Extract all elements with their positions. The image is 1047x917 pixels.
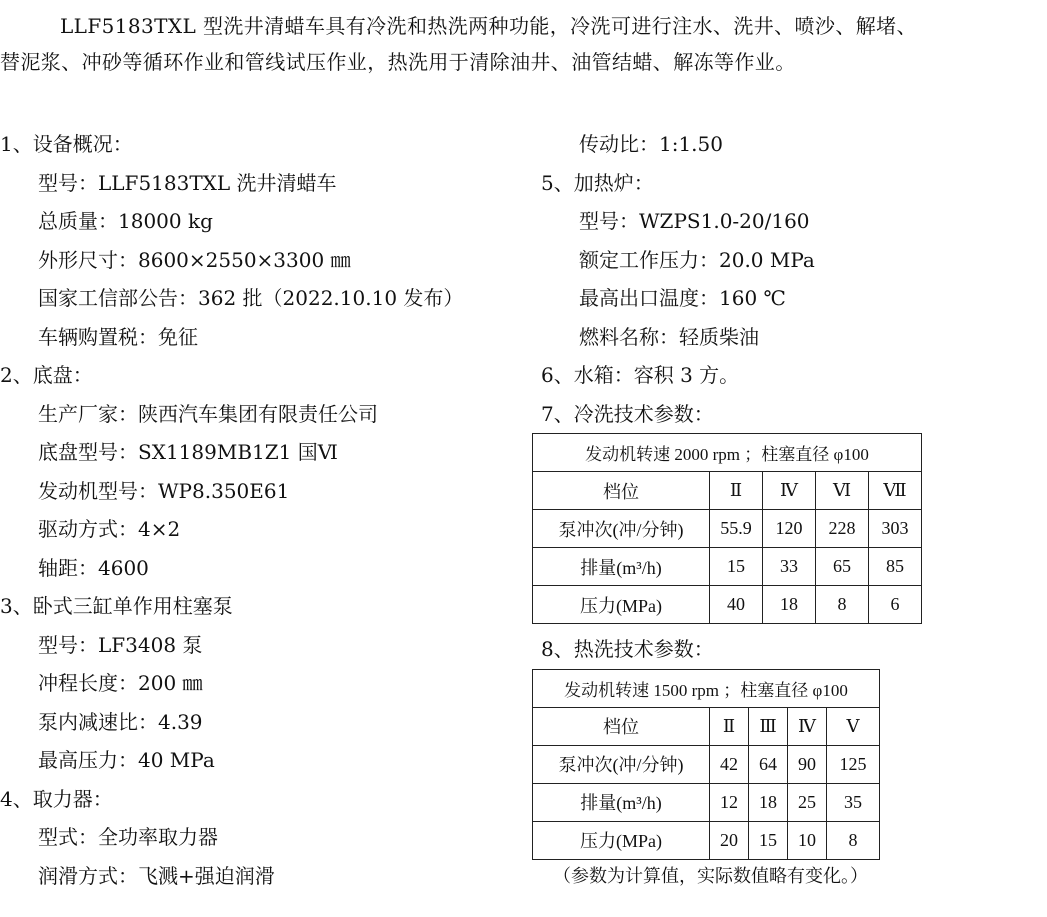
table-cell: 10	[788, 821, 827, 859]
table-cell: 档位	[533, 707, 710, 745]
table-row	[533, 745, 880, 783]
table-cell: Ⅴ	[827, 707, 880, 745]
spec-transmission-ratio: 传动比：1:1.50	[579, 132, 723, 156]
table-cell: 排量(m³/h)	[533, 783, 710, 821]
spec-chassis-model: 底盘型号：SX1189MB1Z1 国Ⅵ	[38, 440, 338, 464]
table-cell: Ⅶ	[869, 472, 922, 510]
table-cell: 20	[710, 821, 749, 859]
spec-manufacturer: 生产厂家：陕西汽车集团有限责任公司	[38, 401, 378, 426]
section-heading-hot-wash: 8、热洗技术参数：	[541, 637, 714, 661]
table-row	[533, 783, 880, 821]
table-cell: 泵冲次(冲/分钟)	[533, 510, 710, 548]
section-heading-cold-wash: 7、冷洗技术参数：	[541, 401, 714, 426]
table-cell: 228	[816, 510, 869, 548]
table-cell: 65	[816, 548, 869, 586]
table-cell: 85	[869, 548, 922, 586]
table-cell: 64	[749, 745, 788, 783]
table-cell: 档位	[533, 472, 710, 510]
table-cell: 15	[710, 548, 763, 586]
table-cell: Ⅱ	[710, 472, 763, 510]
table-cell: Ⅳ	[763, 472, 816, 510]
table-cell: 泵冲次(冲/分钟)	[533, 745, 710, 783]
table-cell: 8	[827, 821, 880, 859]
table-cell: 12	[710, 783, 749, 821]
spec-pto-type: 型式：全功率取力器	[38, 825, 218, 849]
table-cell: 排量(m³/h)	[533, 548, 710, 586]
table-cell: Ⅳ	[788, 707, 827, 745]
spec-max-outlet-temp: 最高出口温度：160 ℃	[579, 286, 786, 310]
footnote: （参数为计算值，实际数值略有变化。）	[553, 865, 868, 887]
table-cell: 55.9	[710, 510, 763, 548]
table-cell: Ⅱ	[710, 707, 749, 745]
intro-paragraph	[0, 8, 1047, 80]
spec-engine-model: 发动机型号：WP8.350E61	[38, 478, 290, 503]
table-cell: 18	[749, 783, 788, 821]
table-cell: Ⅲ	[749, 707, 788, 745]
table-row	[533, 548, 922, 586]
spec-wheelbase: 轴距：4600	[38, 555, 149, 580]
table-cell: 125	[827, 745, 880, 783]
spec-lubrication: 润滑方式：飞溅+强迫润滑	[38, 863, 275, 888]
table-cell: 33	[763, 548, 816, 586]
table-row	[533, 707, 880, 745]
cold-table-title: 发动机转速 2000 rpm ；柱塞直径 φ100	[533, 434, 922, 472]
spec-pump-model: 型号：LF3408 泵	[38, 632, 203, 657]
spec-fuel: 燃料名称：轻质柴油	[579, 324, 759, 349]
table-row	[533, 434, 922, 472]
section-heading-equipment: 1、设备概况：	[0, 132, 133, 156]
table-row	[533, 821, 880, 859]
intro-line-2: 替泥浆、冲砂等循环作业和管线试压作业，热洗用于清除油井、油管结蜡、解冻等作业。	[0, 50, 796, 74]
table-row	[533, 472, 922, 510]
spec-heater-model: 型号：WZPS1.0-20/160	[579, 209, 810, 233]
table-row	[533, 669, 880, 707]
spec-max-pressure: 最高压力：40 MPa	[38, 748, 215, 772]
spec-reduction-ratio: 泵内减速比：4.39	[38, 709, 203, 734]
spec-dimensions: 外形尺寸：8600×2550×3300 ㎜	[38, 247, 351, 272]
intro-line-1: LLF5183TXL 型洗井清蜡车具有冷洗和热洗两种功能，冷洗可进行注水、洗井、喷沙、解堵、	[60, 14, 917, 38]
section-heading-heater: 5、加热炉：	[541, 170, 654, 195]
hot-table-title: 发动机转速 1500 rpm ；柱塞直径 φ100	[533, 669, 880, 707]
hot-wash-table	[532, 669, 880, 860]
table-cell: 压力(MPa)	[533, 821, 710, 859]
spec-purchase-tax: 车辆购置税：免征	[38, 324, 198, 349]
section-heading-pump: 3、卧式三缸单作用柱塞泵	[0, 594, 233, 618]
table-cell: 40	[710, 586, 763, 624]
table-cell: 6	[869, 586, 922, 624]
spec-stroke: 冲程长度：200 ㎜	[38, 671, 203, 695]
table-cell: 18	[763, 586, 816, 624]
spec-rated-pressure: 额定工作压力：20.0 MPa	[579, 247, 815, 272]
table-cell: 303	[869, 510, 922, 548]
table-cell: 25	[788, 783, 827, 821]
table-cell: Ⅵ	[816, 472, 869, 510]
table-cell: 42	[710, 745, 749, 783]
section-heading-water-tank: 6、水箱：容积 3 方。	[541, 363, 740, 387]
left-column	[0, 125, 525, 895]
table-cell: 120	[763, 510, 816, 548]
spec-announcement: 国家工信部公告：362 批（2022.10.10 发布）	[38, 286, 464, 310]
table-row	[533, 586, 922, 624]
spec-drive: 驱动方式：4×2	[38, 517, 181, 541]
spec-total-mass: 总质量：18000 kg	[38, 209, 213, 233]
right-column	[537, 125, 1037, 894]
table-cell: 8	[816, 586, 869, 624]
table-cell: 90	[788, 745, 827, 783]
section-heading-chassis: 2、底盘：	[0, 363, 93, 387]
table-row	[533, 510, 922, 548]
table-cell: 压力(MPa)	[533, 586, 710, 624]
table-cell: 35	[827, 783, 880, 821]
section-heading-pto: 4、取力器：	[0, 786, 113, 811]
table-cell: 15	[749, 821, 788, 859]
cold-wash-table	[532, 433, 922, 624]
spec-model: 型号：LLF5183TXL 洗井清蜡车	[38, 170, 337, 195]
